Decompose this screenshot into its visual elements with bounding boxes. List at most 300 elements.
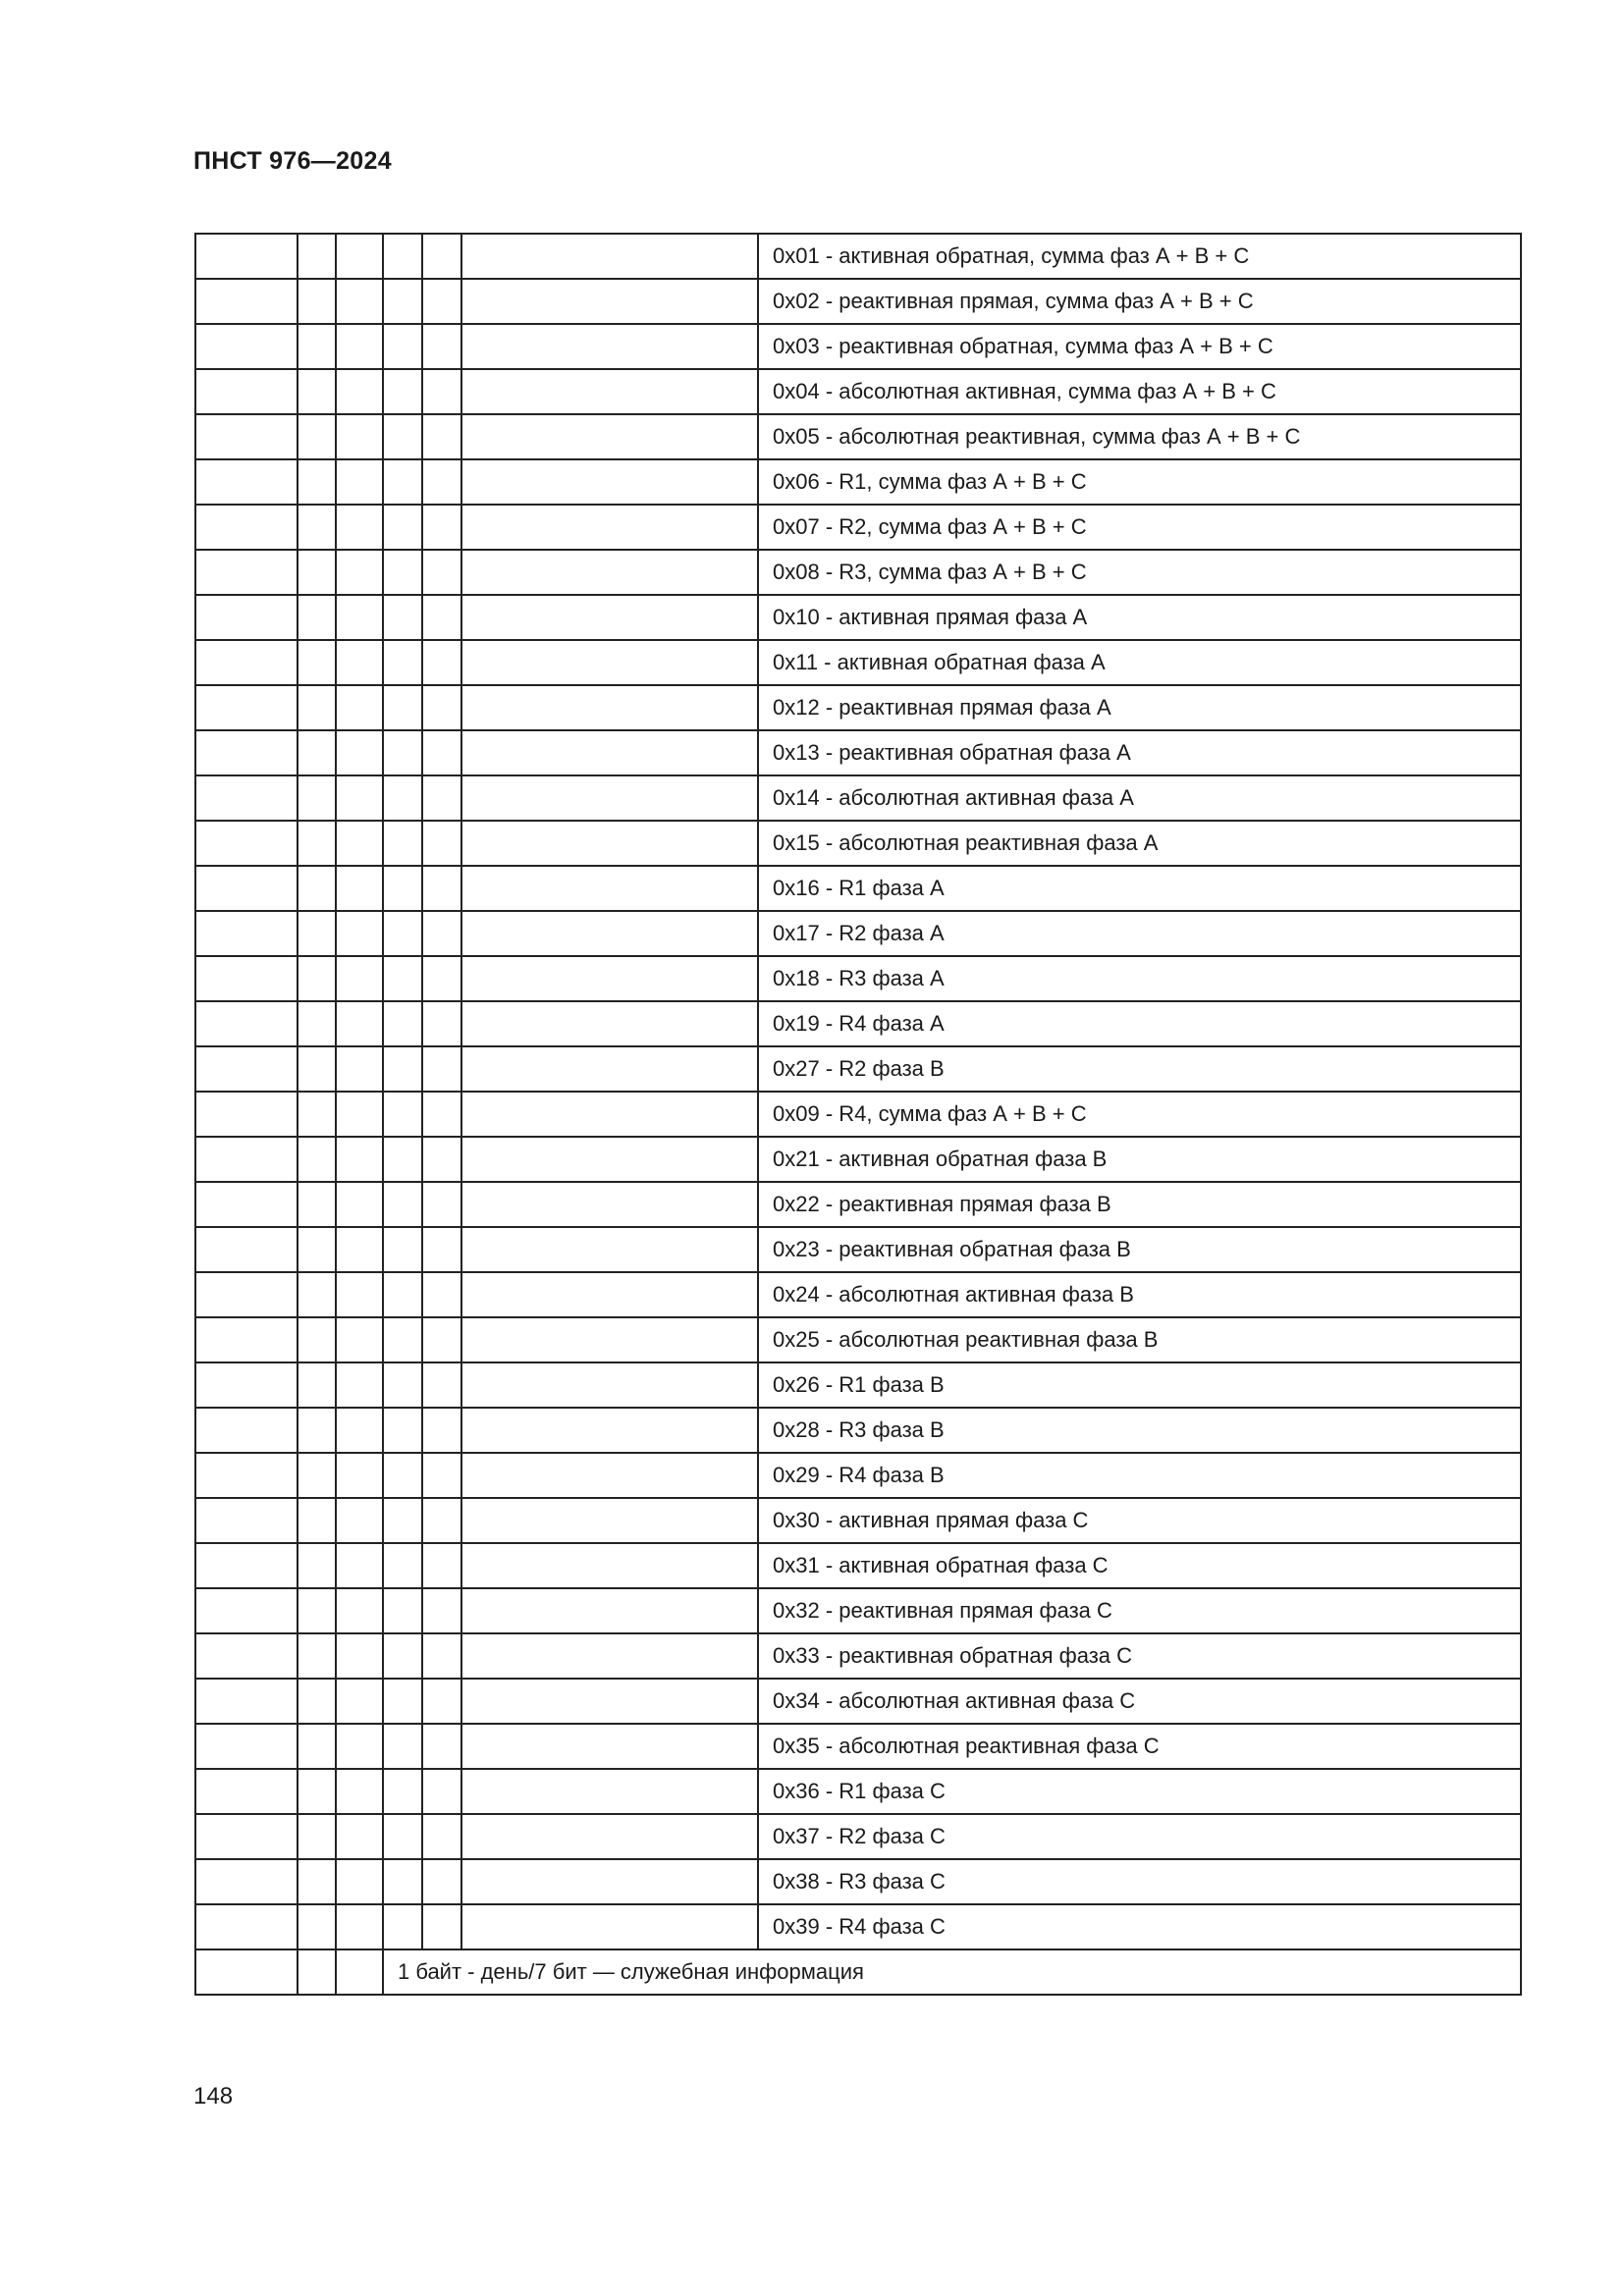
table-cell-empty <box>383 1814 422 1859</box>
table-cell-empty <box>195 414 298 459</box>
table-cell-description: 0x33 - реактивная обратная фаза С <box>758 1633 1521 1679</box>
table-cell-empty <box>298 821 336 866</box>
table-cell-empty <box>461 234 758 279</box>
table-cell-description: 0x23 - реактивная обратная фаза В <box>758 1227 1521 1272</box>
table-cell-description: 0x03 - реактивная обратная, сумма фаз А + В + С <box>758 324 1521 369</box>
table-cell-empty <box>298 459 336 505</box>
table-row <box>195 414 1521 459</box>
table-row <box>195 866 1521 911</box>
table-cell-empty <box>422 1408 461 1453</box>
table-cell-empty <box>422 1814 461 1859</box>
table-cell-description: 0x16 - R1 фаза А <box>758 866 1521 911</box>
table-row <box>195 459 1521 505</box>
table-cell-empty <box>383 1724 422 1769</box>
table-cell-empty <box>422 1724 461 1769</box>
table-row <box>195 640 1521 685</box>
table-cell-empty <box>383 1859 422 1904</box>
table-row <box>195 234 1521 279</box>
table-cell-description: 0x12 - реактивная прямая фаза А <box>758 685 1521 730</box>
table-cell-empty <box>461 1904 758 1949</box>
table-cell-empty <box>298 866 336 911</box>
table-cell-description: 0x22 - реактивная прямая фаза В <box>758 1182 1521 1227</box>
table-row <box>195 1543 1521 1588</box>
table-row-last <box>195 1949 1521 1995</box>
table-row <box>195 369 1521 414</box>
table-cell-empty <box>336 1498 383 1543</box>
table-cell-empty <box>461 956 758 1001</box>
table-cell-empty <box>195 1182 298 1227</box>
table-row <box>195 505 1521 550</box>
table-cell-empty <box>298 1001 336 1046</box>
table-cell-empty <box>383 821 422 866</box>
table-cell-empty <box>195 595 298 640</box>
table-cell-service-info: 1 байт - день/7 бит — служебная информация <box>383 1949 1521 1995</box>
table-cell-empty <box>461 1453 758 1498</box>
table-cell-empty <box>383 1137 422 1182</box>
table-cell-empty <box>461 866 758 911</box>
table-cell-empty <box>195 1362 298 1408</box>
table-cell-empty <box>336 1949 383 1995</box>
table-cell-empty <box>336 1904 383 1949</box>
table-cell-empty <box>336 1633 383 1679</box>
table-cell-empty <box>461 414 758 459</box>
table-cell-empty <box>461 775 758 821</box>
table-row <box>195 1001 1521 1046</box>
table-cell-empty <box>195 324 298 369</box>
table-cell-empty <box>461 1859 758 1904</box>
table-cell-empty <box>461 1362 758 1408</box>
table-cell-empty <box>336 866 383 911</box>
table-cell-empty <box>195 866 298 911</box>
table-cell-empty <box>298 1498 336 1543</box>
table-cell-empty <box>195 459 298 505</box>
table-cell-empty <box>195 640 298 685</box>
table-cell-empty <box>461 1498 758 1543</box>
table-cell-empty <box>422 1633 461 1679</box>
table-cell-empty <box>461 640 758 685</box>
table-cell-empty <box>461 459 758 505</box>
table-cell-empty <box>461 369 758 414</box>
table-cell-empty <box>383 1769 422 1814</box>
table-cell-empty <box>298 1904 336 1949</box>
table-cell-empty <box>195 1724 298 1769</box>
table-cell-empty <box>195 956 298 1001</box>
table-cell-empty <box>195 1137 298 1182</box>
table-cell-empty <box>195 1769 298 1814</box>
table-cell-empty <box>195 1633 298 1679</box>
table-cell-empty <box>298 505 336 550</box>
table-cell-empty <box>461 685 758 730</box>
table-cell-empty <box>298 1679 336 1724</box>
table-cell-empty <box>195 1227 298 1272</box>
table-cell-empty <box>195 1949 298 1995</box>
table-cell-empty <box>383 1498 422 1543</box>
table-cell-empty <box>383 414 422 459</box>
table-cell-empty <box>195 1498 298 1543</box>
table-cell-empty <box>195 1001 298 1046</box>
table-row <box>195 324 1521 369</box>
table-row <box>195 1724 1521 1769</box>
table-cell-empty <box>195 1543 298 1588</box>
table-row <box>195 1904 1521 1949</box>
table-cell-empty <box>422 1317 461 1362</box>
table-row <box>195 1317 1521 1362</box>
table-cell-empty <box>383 550 422 595</box>
table-cell-empty <box>383 234 422 279</box>
table-cell-empty <box>336 234 383 279</box>
table-cell-empty <box>298 1543 336 1588</box>
table-cell-empty <box>195 1859 298 1904</box>
table-cell-empty <box>461 1633 758 1679</box>
table-cell-empty <box>461 1227 758 1272</box>
table-cell-empty <box>336 595 383 640</box>
table-cell-empty <box>422 279 461 324</box>
table-cell-description: 0x15 - абсолютная реактивная фаза А <box>758 821 1521 866</box>
table-cell-empty <box>298 730 336 775</box>
table-cell-description: 0x01 - активная обратная, сумма фаз А + В + С <box>758 234 1521 279</box>
table-cell-description: 0x06 - R1, сумма фаз А + В + С <box>758 459 1521 505</box>
table-cell-description: 0x07 - R2, сумма фаз А + В + С <box>758 505 1521 550</box>
table-cell-description: 0x18 - R3 фаза А <box>758 956 1521 1001</box>
table-cell-description: 0x14 - абсолютная активная фаза А <box>758 775 1521 821</box>
table-cell-empty <box>336 1724 383 1769</box>
page-number: 148 <box>193 2083 234 2109</box>
table-cell-empty <box>336 1453 383 1498</box>
table-row <box>195 550 1521 595</box>
table-cell-description: 0x11 - активная обратная фаза А <box>758 640 1521 685</box>
table-cell-empty <box>461 1679 758 1724</box>
table-cell-description: 0x13 - реактивная обратная фаза А <box>758 730 1521 775</box>
table-cell-empty <box>383 595 422 640</box>
table-cell-empty <box>336 775 383 821</box>
table-cell-empty <box>336 911 383 956</box>
table-cell-description: 0x30 - активная прямая фаза С <box>758 1498 1521 1543</box>
table-cell-empty <box>336 459 383 505</box>
table-cell-empty <box>461 911 758 956</box>
table-cell-empty <box>195 234 298 279</box>
table-cell-description: 0x39 - R4 фаза С <box>758 1904 1521 1949</box>
table-cell-empty <box>422 730 461 775</box>
table-cell-empty <box>298 775 336 821</box>
table-cell-empty <box>422 1182 461 1227</box>
table-cell-empty <box>298 1453 336 1498</box>
table-cell-empty <box>195 279 298 324</box>
table-cell-empty <box>383 1272 422 1317</box>
table-cell-empty <box>461 1272 758 1317</box>
table-cell-empty <box>298 1408 336 1453</box>
table-cell-empty <box>195 1453 298 1498</box>
table-row <box>195 595 1521 640</box>
table-cell-empty <box>422 1543 461 1588</box>
table-row <box>195 1137 1521 1182</box>
table-cell-empty <box>383 1001 422 1046</box>
table-cell-empty <box>461 1182 758 1227</box>
table-cell-empty <box>461 550 758 595</box>
table-cell-empty <box>383 369 422 414</box>
table-cell-empty <box>298 1859 336 1904</box>
table-cell-empty <box>383 1633 422 1679</box>
table-cell-empty <box>195 1588 298 1633</box>
table-cell-empty <box>461 595 758 640</box>
table-cell-description: 0x34 - абсолютная активная фаза С <box>758 1679 1521 1724</box>
table-cell-empty <box>336 821 383 866</box>
table-cell-empty <box>336 1046 383 1092</box>
table-cell-empty <box>383 324 422 369</box>
table-cell-description: 0x09 - R4, сумма фаз А + В + С <box>758 1092 1521 1137</box>
table-cell-empty <box>383 459 422 505</box>
table-cell-empty <box>383 505 422 550</box>
table-cell-empty <box>383 956 422 1001</box>
table-cell-description: 0x02 - реактивная прямая, сумма фаз А + В + С <box>758 279 1521 324</box>
table-cell-empty <box>461 1046 758 1092</box>
table-cell-empty <box>422 1859 461 1904</box>
table-cell-empty <box>383 1408 422 1453</box>
table-cell-description: 0x19 - R4 фаза А <box>758 1001 1521 1046</box>
table-cell-empty <box>422 1679 461 1724</box>
table-cell-empty <box>461 505 758 550</box>
table-cell-empty <box>298 1272 336 1317</box>
table-cell-description: 0x04 - абсолютная активная, сумма фаз А + В + С <box>758 369 1521 414</box>
table-cell-description: 0x37 - R2 фаза С <box>758 1814 1521 1859</box>
table-cell-empty <box>336 685 383 730</box>
table-row <box>195 821 1521 866</box>
table-cell-empty <box>461 279 758 324</box>
table-cell-empty <box>336 1092 383 1137</box>
spec-table-body <box>195 234 1521 1995</box>
table-cell-empty <box>422 505 461 550</box>
table-cell-empty <box>195 1408 298 1453</box>
table-cell-empty <box>298 1137 336 1182</box>
table-cell-empty <box>336 1859 383 1904</box>
table-cell-empty <box>461 1769 758 1814</box>
table-cell-empty <box>195 369 298 414</box>
table-cell-empty <box>383 866 422 911</box>
table-row <box>195 1498 1521 1543</box>
table-cell-empty <box>422 956 461 1001</box>
table-cell-description: 0x38 - R3 фаза С <box>758 1859 1521 1904</box>
table-cell-empty <box>298 911 336 956</box>
table-row <box>195 1362 1521 1408</box>
table-cell-empty <box>383 1588 422 1633</box>
table-cell-empty <box>298 1633 336 1679</box>
table-cell-empty <box>336 369 383 414</box>
table-cell-empty <box>422 234 461 279</box>
table-cell-empty <box>336 1317 383 1362</box>
table-cell-empty <box>383 1904 422 1949</box>
table-cell-empty <box>298 1046 336 1092</box>
table-cell-empty <box>461 1092 758 1137</box>
table-cell-empty <box>461 1317 758 1362</box>
table-row <box>195 730 1521 775</box>
table-cell-empty <box>383 1046 422 1092</box>
table-cell-empty <box>195 505 298 550</box>
table-cell-empty <box>383 1227 422 1272</box>
table-row <box>195 1633 1521 1679</box>
table-row <box>195 1679 1521 1724</box>
table-cell-empty <box>195 1904 298 1949</box>
table-cell-empty <box>298 640 336 685</box>
table-cell-empty <box>298 1769 336 1814</box>
table-cell-empty <box>422 324 461 369</box>
table-cell-empty <box>422 1227 461 1272</box>
table-cell-empty <box>298 595 336 640</box>
table-cell-empty <box>298 414 336 459</box>
table-cell-empty <box>422 640 461 685</box>
table-cell-empty <box>336 1227 383 1272</box>
table-cell-empty <box>461 1137 758 1182</box>
table-cell-empty <box>336 1001 383 1046</box>
table-cell-empty <box>336 550 383 595</box>
table-cell-empty <box>336 279 383 324</box>
table-cell-empty <box>298 1724 336 1769</box>
table-cell-empty <box>298 1362 336 1408</box>
table-cell-empty <box>461 821 758 866</box>
table-cell-empty <box>298 1317 336 1362</box>
table-cell-empty <box>422 369 461 414</box>
table-cell-empty <box>422 414 461 459</box>
table-cell-description: 0x28 - R3 фаза В <box>758 1408 1521 1453</box>
table-cell-empty <box>336 1769 383 1814</box>
table-row <box>195 775 1521 821</box>
table-cell-empty <box>298 279 336 324</box>
table-cell-empty <box>383 1679 422 1724</box>
table-cell-empty <box>383 640 422 685</box>
table-cell-empty <box>336 1588 383 1633</box>
table-cell-empty <box>336 414 383 459</box>
table-cell-empty <box>336 640 383 685</box>
table-cell-empty <box>298 1182 336 1227</box>
table-cell-empty <box>298 234 336 279</box>
table-cell-empty <box>422 911 461 956</box>
table-cell-empty <box>298 1814 336 1859</box>
table-cell-empty <box>422 1453 461 1498</box>
table-cell-empty <box>195 821 298 866</box>
table-cell-empty <box>422 550 461 595</box>
table-cell-description: 0x32 - реактивная прямая фаза С <box>758 1588 1521 1633</box>
table-cell-description: 0x29 - R4 фаза В <box>758 1453 1521 1498</box>
table-cell-empty <box>461 1588 758 1633</box>
table-cell-empty <box>383 775 422 821</box>
table-cell-empty <box>461 324 758 369</box>
table-row <box>195 1092 1521 1137</box>
table-cell-empty <box>298 550 336 595</box>
document-code: ПНСТ 976—2024 <box>193 147 392 175</box>
table-cell-empty <box>461 1543 758 1588</box>
table-cell-empty <box>195 775 298 821</box>
table-cell-empty <box>461 1814 758 1859</box>
table-cell-empty <box>298 1092 336 1137</box>
spec-table <box>194 233 1522 1996</box>
table-cell-empty <box>336 730 383 775</box>
table-row <box>195 1588 1521 1633</box>
table-cell-empty <box>336 1362 383 1408</box>
table-row <box>195 1859 1521 1904</box>
table-cell-empty <box>383 685 422 730</box>
table-cell-empty <box>195 730 298 775</box>
table-cell-empty <box>422 685 461 730</box>
table-cell-empty <box>195 911 298 956</box>
table-cell-empty <box>195 1814 298 1859</box>
table-row <box>195 685 1521 730</box>
table-cell-empty <box>195 1679 298 1724</box>
table-cell-empty <box>298 1588 336 1633</box>
table-cell-empty <box>461 730 758 775</box>
table-cell-empty <box>336 1137 383 1182</box>
table-cell-empty <box>422 1137 461 1182</box>
table-cell-empty <box>422 1272 461 1317</box>
table-cell-description: 0x10 - активная прямая фаза А <box>758 595 1521 640</box>
table-cell-empty <box>383 1317 422 1362</box>
table-cell-empty <box>383 1543 422 1588</box>
table-cell-description: 0x26 - R1 фаза В <box>758 1362 1521 1408</box>
table-cell-empty <box>422 459 461 505</box>
table-row <box>195 911 1521 956</box>
table-row <box>195 1408 1521 1453</box>
table-cell-empty <box>383 730 422 775</box>
table-cell-empty <box>461 1724 758 1769</box>
table-cell-empty <box>383 1362 422 1408</box>
table-row <box>195 279 1521 324</box>
table-cell-description: 0x17 - R2 фаза А <box>758 911 1521 956</box>
table-cell-description: 0x31 - активная обратная фаза С <box>758 1543 1521 1588</box>
table-cell-empty <box>336 1814 383 1859</box>
table-cell-description: 0x08 - R3, сумма фаз А + В + С <box>758 550 1521 595</box>
table-cell-description: 0x05 - абсолютная реактивная, сумма фаз А + В + С <box>758 414 1521 459</box>
table-cell-empty <box>195 1046 298 1092</box>
table-cell-empty <box>422 1092 461 1137</box>
table-cell-empty <box>195 1272 298 1317</box>
table-cell-empty <box>195 685 298 730</box>
table-cell-empty <box>383 911 422 956</box>
table-cell-empty <box>336 1543 383 1588</box>
table-cell-empty <box>298 1227 336 1272</box>
table-cell-empty <box>422 1001 461 1046</box>
table-cell-empty <box>422 1904 461 1949</box>
table-cell-empty <box>336 1182 383 1227</box>
table-cell-empty <box>422 1498 461 1543</box>
table-cell-empty <box>336 324 383 369</box>
table-cell-description: 0x27 - R2 фаза В <box>758 1046 1521 1092</box>
table-row <box>195 1182 1521 1227</box>
table-cell-empty <box>336 956 383 1001</box>
table-row <box>195 956 1521 1001</box>
table-cell-empty <box>461 1001 758 1046</box>
table-cell-empty <box>298 956 336 1001</box>
table-cell-empty <box>422 595 461 640</box>
table-cell-empty <box>422 1046 461 1092</box>
table-cell-empty <box>383 1453 422 1498</box>
table-row <box>195 1046 1521 1092</box>
table-cell-empty <box>422 1588 461 1633</box>
table-cell-description: 0x36 - R1 фаза С <box>758 1769 1521 1814</box>
table-cell-empty <box>422 775 461 821</box>
table-cell-empty <box>422 1362 461 1408</box>
table-cell-description: 0x21 - активная обратная фаза В <box>758 1137 1521 1182</box>
table-cell-empty <box>298 369 336 414</box>
table-cell-empty <box>336 1408 383 1453</box>
table-cell-empty <box>195 1317 298 1362</box>
table-row <box>195 1227 1521 1272</box>
table-cell-empty <box>336 505 383 550</box>
table-cell-empty <box>422 1769 461 1814</box>
table-cell-empty <box>298 1949 336 1995</box>
table-cell-empty <box>336 1679 383 1724</box>
table-cell-empty <box>461 1408 758 1453</box>
table-cell-empty <box>383 1092 422 1137</box>
table-cell-description: 0x24 - абсолютная активная фаза В <box>758 1272 1521 1317</box>
table-cell-empty <box>195 550 298 595</box>
table-cell-empty <box>383 279 422 324</box>
